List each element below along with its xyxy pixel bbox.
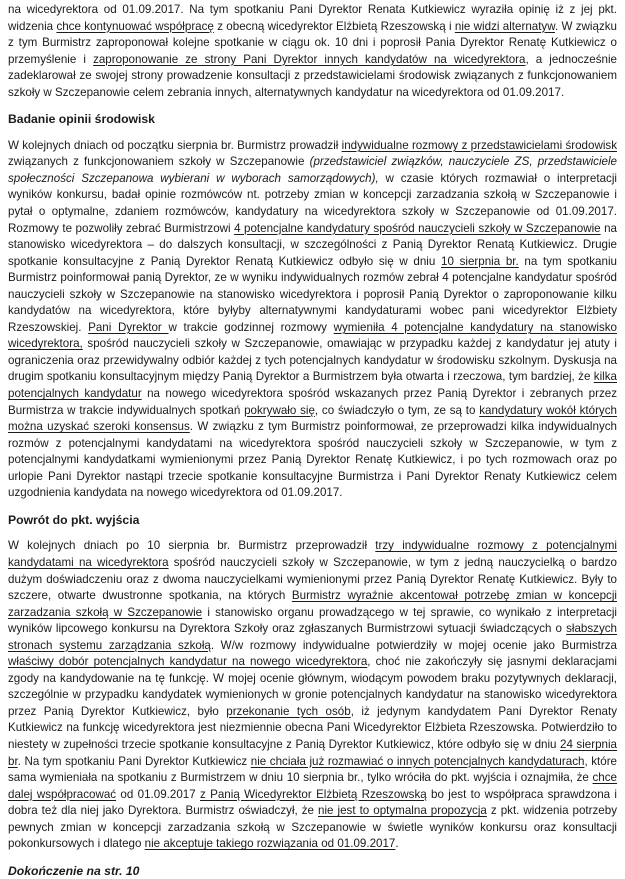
text-run: na nowego wicedyrektora spośród wskazanych przez Panią Dyrektor i zebranych przez Burmistrza w trakcie indywidualnych spotkań: [8, 387, 617, 417]
text-run: nie chciała już rozmawiać o innych potencjalnych kandydaturach: [250, 754, 585, 768]
text-run: na wicedyrektora od 01.09.2017. Na tym spotkaniu Pani Dyrektor Renata Kutkiewicz wyraziła opinię iż z jej pkt. widzenia: [8, 3, 617, 33]
text-run: nie widzi alternatyw: [454, 19, 555, 33]
text-run: spośród nauczycieli szkoły w Szczepanowie, w tym z jedną nauczycielką o bardzo dużym doświadczeniu oraz z dwoma nauczycielkami wymienionymi przez Panią Dyrektor Renatę Kutkiewicz. Były to szczere, otwarte dwustronne spotkania, na których: [8, 555, 617, 603]
text-run: chce kontynuować współpracę: [56, 19, 214, 33]
text-run: w trakcie godzinnej rozmowy: [168, 320, 334, 334]
text-run: i stanowisko organu prowadzącego w tej sprawie, co wynikało z interpretacji wyników lipcowego konkursu na Dyrektora Szkoły oraz zgłaszanych Burmistrzowi sytuacji świadczących o: [8, 605, 617, 636]
paragraph-powrot-do-pkt-wyjscia: [8, 538, 617, 852]
text-run: 24 sierpnia br: [8, 737, 618, 768]
text-run: z obecną wicedyrektor Elżbietą Rzeszowską i: [213, 19, 455, 33]
text-run: W kolejnych dniach po 10 sierpnia br. Burmistrz przeprowadził: [8, 539, 376, 553]
text-run: kilka potencjalnych kandydatur: [8, 370, 617, 401]
text-run: 10 sierpnia br.: [441, 254, 519, 268]
text-run: , co świadczyło o tym, ze są to: [314, 403, 480, 417]
text-run: .: [395, 837, 399, 851]
text-run: wymieniła 4 potencjalne kandydatury na stanowisko wicedyrektora,: [8, 320, 618, 351]
text-run: na stanowisko wicedyrektora – do dalszych konsultacji, w szczególności z Panią Dyrektor Renatą Kutkiewicz. Drugie spotkanie konsultacyjne z Panią Dyrektor Renatą Kutkiewicz odbyło się w dniu: [8, 221, 617, 268]
paragraph-continuation-wicedyrektor: [8, 2, 617, 101]
text-run: , iż jedynym kandydatem Pani Dyrektor Renaty Kutkiewicz na funkcję wicedyrektora jest niezmiennie obecna Pani Wicedyrektor Elżbieta Rzeszowska. Potwierdziło to niestety w zupełności trzecie spotkanie konsultacyjne z Panią Dyrektor Kutkiewicz, które odbyło się w dniu: [8, 704, 617, 751]
text-run: z Panią Wicedyrektor Elżbietą Rzeszowską: [200, 787, 427, 801]
text-run: Burmistrz wyraźnie akcentował potrzebę zmian w koncepcji zarzadzania szkołą w Szczepanowie: [8, 589, 617, 619]
text-run: od 01.09.2017: [116, 787, 200, 801]
text-run: spośród nauczycieli szkoły w Szczepanowie, omawiając w przypadku każdej z kandydatur jej atuty i ograniczenia oraz przewidywalny odbiór każdej z tych potencjalnych kandydatur w środowisku szkolnym. Dyskusja na drugim spotkaniu konsultacyjnym między Panią Dyrektor a Burmistrzem była otwarta i rzeczowa, tym bardziej, że: [8, 337, 617, 384]
text-run: nie jest to optymalna propozycja: [318, 804, 487, 818]
text-run: . W/w rozmowy indywidualne potwierdziły w mojej ocenie jako Burmistrza: [210, 638, 617, 652]
text-run: , choć nie zakończyły się jasnymi deklaracjami zgody na kandydowanie na tę funkcję. W mojej ocenie głównym, wiodącym powodem braku pozytywnych deklaracji, szczególnie w przypadku kandydatek wymienionych w gronie potencjalnych kandydatur na stanowisko wicedyrektora przez Panią Dyrektor Kutkiewicz, było: [8, 655, 617, 718]
text-run: słabszych stronach systemu zarządzania szkołą: [8, 622, 617, 652]
text-run: chce dalej współpracować: [8, 771, 617, 801]
section-heading-badanie-opinii: Badanie opinii środowisk: [8, 112, 155, 127]
text-run: nie akceptuje takiego rozwiązania od 01.09.2017: [144, 837, 396, 851]
text-run: (przedstawiciel związków, nauczyciele ZS, przedstawiciele społeczności Szczepanowa wybierani w wyborach samorządowych),: [8, 155, 617, 185]
text-run: . W związku z tym Burmistrz zaproponował kolejne spotkanie w ciągu ok. 10 dni i poprosił Pania Dyrektor Renatę Kutkiewicz o przemyślenie i: [8, 19, 617, 66]
text-run: Pani Dyrektor: [88, 320, 169, 334]
text-run: zaproponowanie ze strony Pani Dyrektor innych kandydatów na wicedyrektora: [93, 52, 526, 66]
text-run: , które sama wymieniała na spotkaniu z Burmistrzem w dniu 10 sierpnia br., tylko wróciła do pkt. wyjścia i oznajmiła, że: [8, 754, 618, 785]
text-run: w czasie których rozmawiał o interpretacji wyników konkursu, badał opinie rozmówców nt. potrzeby zmian w koncepcji zarzadzania szkołą w Szczepanowie i pytał o optymalne, zdaniem rozmówców, kandydatury na wicedyrektora szkoły w Szczepanowie od 01.09.2017. Rozmowy te pozwoliły zebrać Burmistrzowi: [8, 171, 617, 235]
text-run: . Na tym spotkaniu Pani Dyrektor Kutkiewicz: [17, 754, 251, 768]
text-run: pokrywało się: [244, 403, 315, 417]
text-run: . W związku z tym Burmistrz poinformował, ze przeprowadzi kilka indywidualnych rozmów z potencjalnymi kandydatami na wicedyrektora spośród nauczycieli szkoły w Szczepanowie, w tym z potencjalnymi kandydatkami wymienionymi przez Panią Dyrektor Renatę Kutkiewicz, i po tych rozmowach oraz po urlopie Pani Dyrektor nastąpi trzecie spotkanie konsultacyjne Burmistrza i Pani Dyrektor Renaty Kutkiewicz celem uzgodnienia kandydata na nowego wicedyrektora od 01.09.2017.: [8, 420, 617, 500]
text-run: na tym spotkaniu Burmistrz poinformował panią Dyrektor, ze w wyniku indywidualnych rozmów zebrał 4 potencjalne kandydatur spośród nauczycieli szkoły w Szczepanowie na stanowisko wicedyrektora i poprosił Panią Dyrektor o zaproponowanie kilku kandydatów na wicedyrektora, które byłyby alternatywnymi kandydaturami wobec pani wicedyrektor Elżbiety Rzeszowskiej.: [8, 254, 617, 334]
text-run: 4 potencjalne kandydatury spośród nauczycieli szkoły w Szczepanowie: [234, 221, 601, 235]
text-run: indywidualne rozmowy z przedstawicielami środowisk: [341, 138, 617, 152]
text-run: bo jest to współpraca sprawdzona i dobra też dla niej jako Dyrektora. Burmistrz oświadczył, że: [8, 787, 618, 818]
text-run: trzy indywidualne rozmowy z potencjalnymi kandydatami na wicedyrektora: [8, 539, 617, 569]
continuation-note: Dokończenie na str. 10: [8, 863, 140, 878]
section-heading-powrot-do-pkt-wyjscia: Powrót do pkt. wyjścia: [8, 512, 140, 527]
text-run: przekonanie tych osób: [226, 704, 351, 718]
text-run: W kolejnych dniach od początku sierpnia br. Burmistrz prowadził: [8, 138, 342, 152]
paragraph-badanie-opinii: [8, 138, 617, 502]
text-run: związanych z funkcjonowaniem szkoły w Szczepanowie: [8, 155, 310, 169]
text-run: właściwy dobór potencjalnych kandydatur na nowego wicedyrektora: [8, 655, 368, 669]
text-run: kandydatury wokół których można uzyskać szeroki konsensus: [8, 403, 617, 434]
text-run: z pkt. widzenia potrzeby pewnych zmian w koncepcji zarzadzania szkołą w Szczepanowie w świetle wyników konkursu oraz konsultacji pokonkursowych i dlatego: [8, 804, 618, 851]
text-run: , a jednocześnie zadeklarował ze swojej strony prowadzenie konsultacji z przedstawicielami środowisk związanych z funkcjonowaniem szkoły w Szczepanowie celem zebrania innych, alternatywnych kandydatur na wicedyrektora od 01.09.2017.: [8, 52, 617, 99]
